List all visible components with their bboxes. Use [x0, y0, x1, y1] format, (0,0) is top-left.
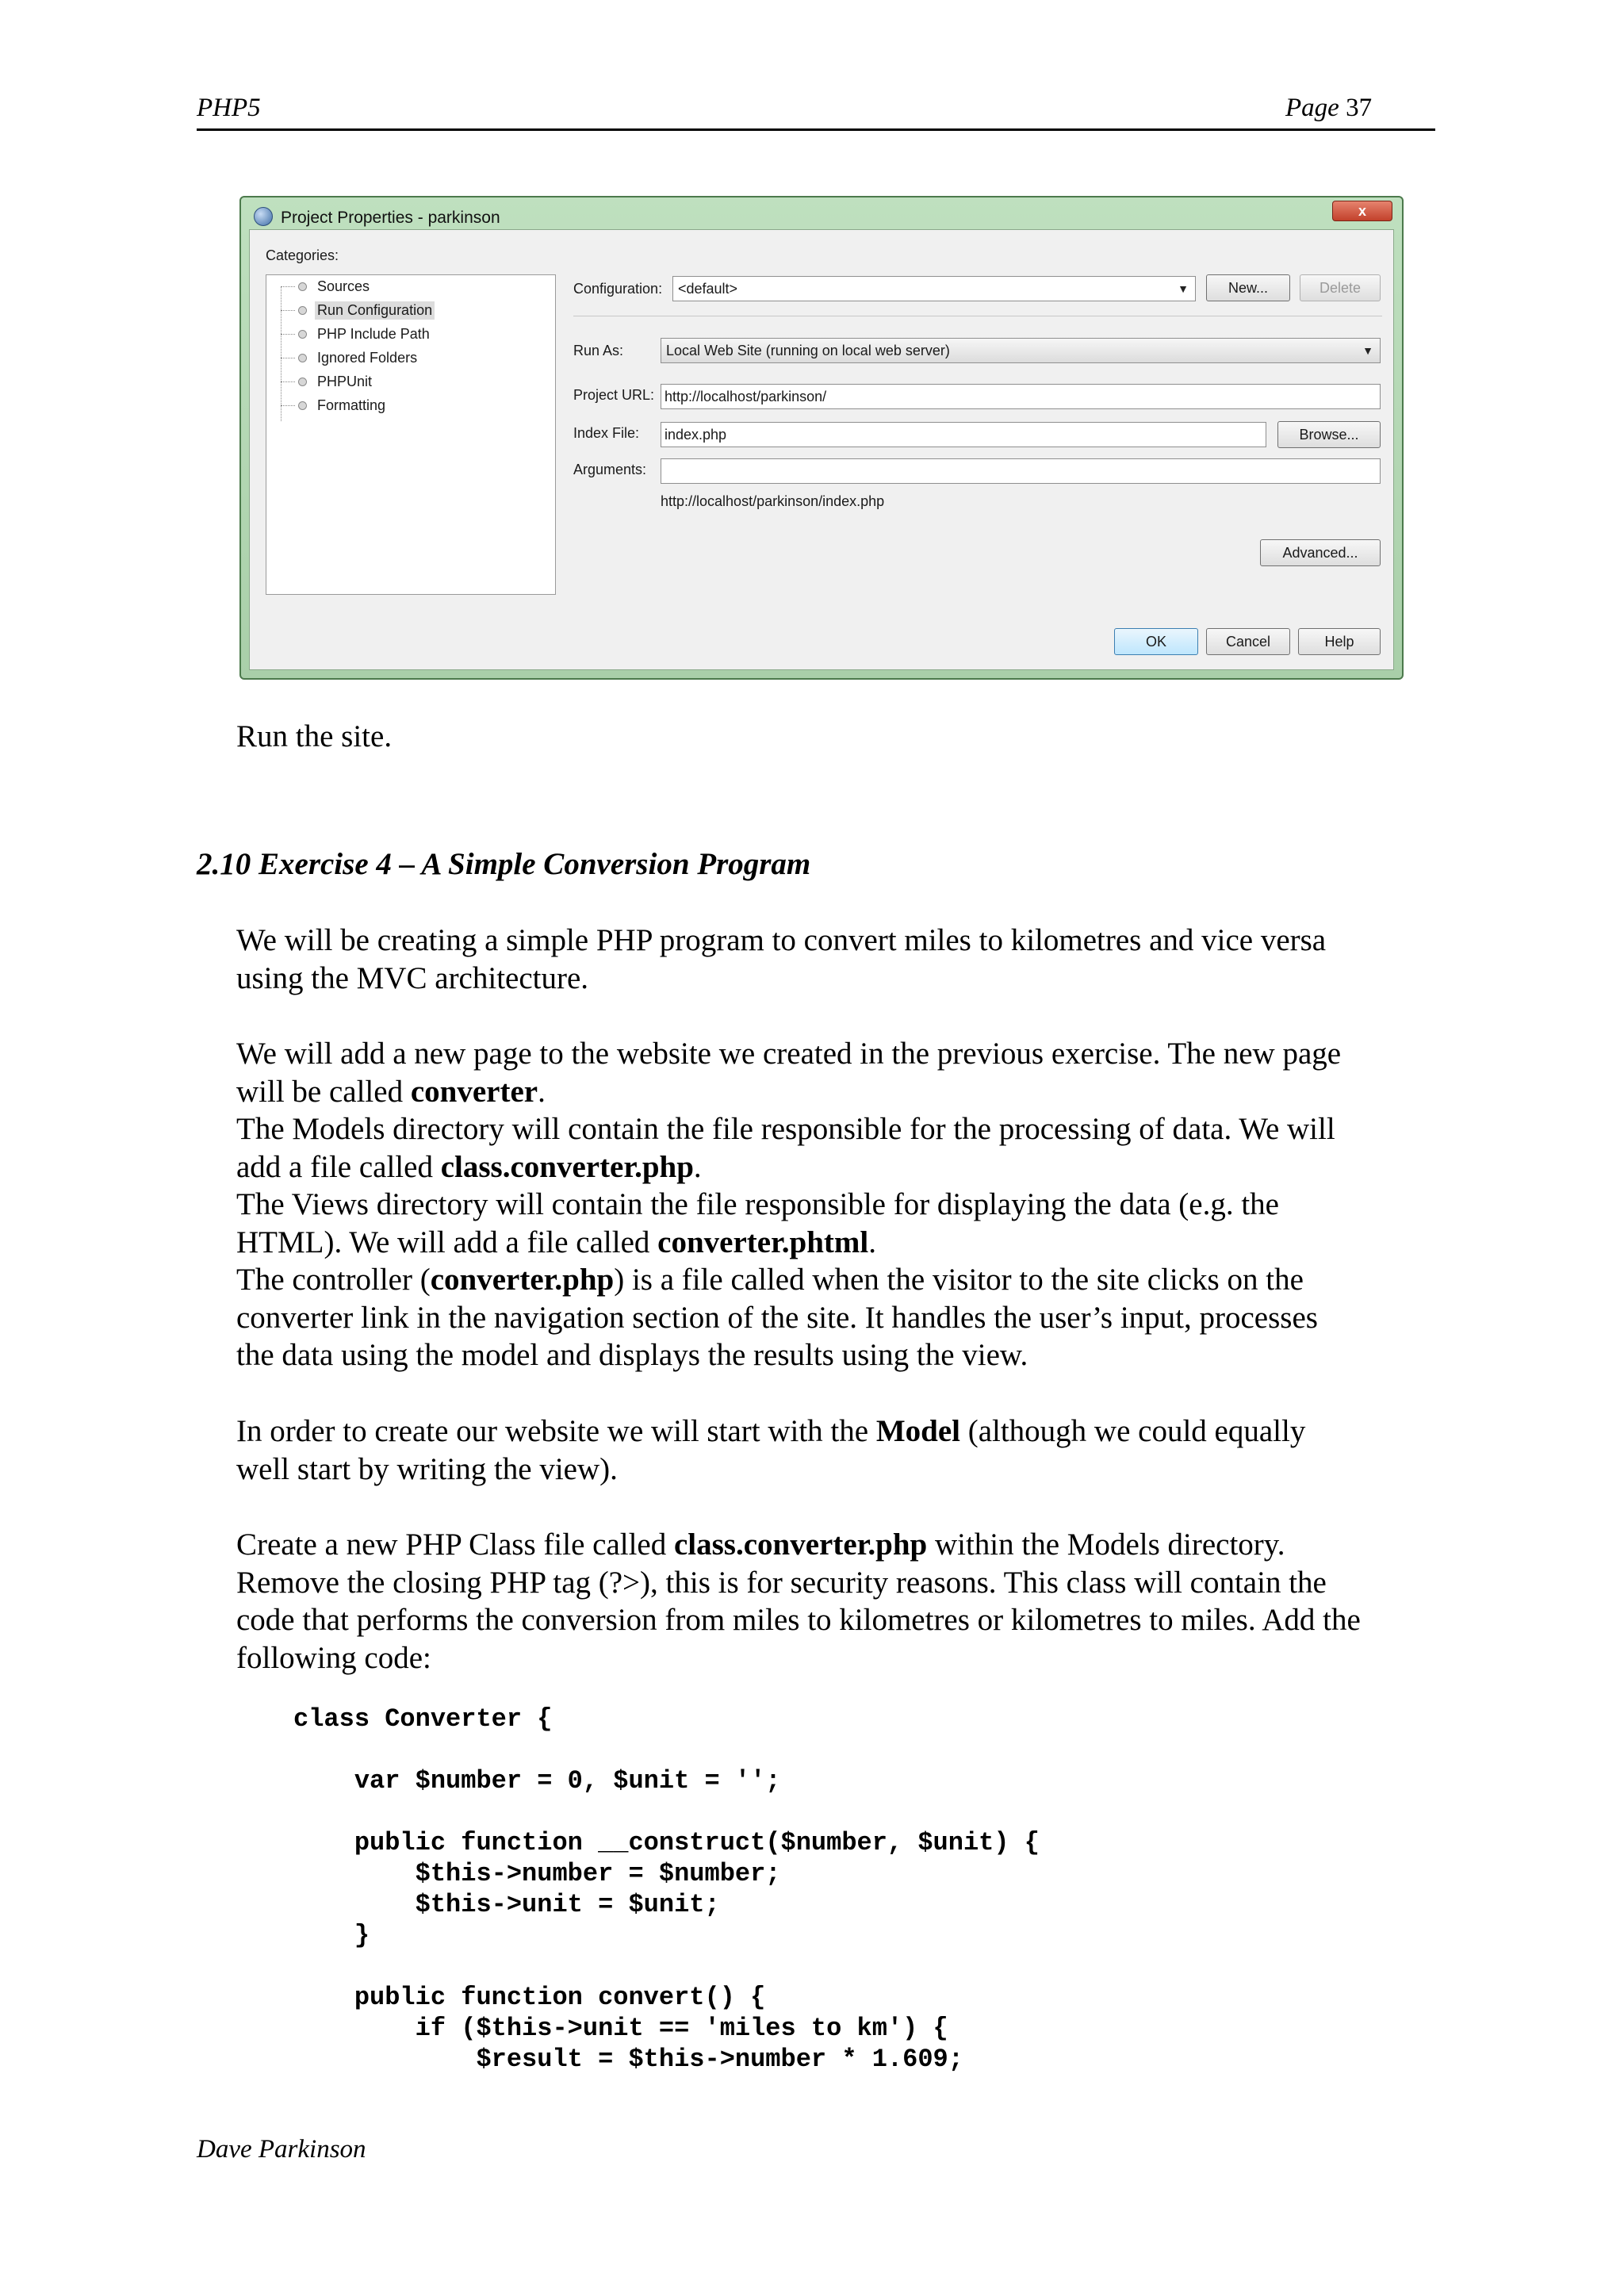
project-url-input[interactable]: http://localhost/parkinson/	[661, 384, 1381, 409]
text-line: the data using the model and displays the results using the view.	[236, 1338, 1028, 1372]
categories-label: Categories:	[266, 247, 339, 263]
arguments-input[interactable]	[661, 458, 1381, 484]
category-label: Formatting	[317, 397, 386, 413]
header-title: PHP5	[197, 94, 261, 122]
close-icon[interactable]: x	[1332, 201, 1392, 221]
text-span: add a file called	[236, 1149, 441, 1184]
category-php-include-path[interactable]	[281, 323, 432, 345]
run-as-select[interactable]	[661, 338, 1381, 363]
intro-paragraph	[236, 922, 1326, 997]
run-the-site-text: Run the site.	[236, 719, 393, 753]
text-line	[236, 1073, 1341, 1111]
text-span: .	[868, 1225, 876, 1259]
tree-branch	[281, 381, 295, 382]
category-phpunit[interactable]	[281, 370, 374, 393]
dialog-title: Project Properties - parkinson	[281, 209, 500, 227]
category-label: Sources	[317, 278, 370, 294]
text-span: within the Models directory.	[927, 1527, 1285, 1562]
arguments-label: Arguments:	[573, 462, 647, 477]
header-rule	[197, 128, 1435, 131]
tree-branch	[281, 334, 295, 335]
page-number: 37	[1346, 94, 1373, 122]
text-line	[236, 1224, 1341, 1262]
text-line: following code:	[236, 1640, 431, 1675]
chevron-down-icon: ▼	[1362, 344, 1373, 357]
text-line: Remove the closing PHP tag (?>), this is for security reasons. This class will contain the	[236, 1565, 1327, 1600]
url-preview: http://localhost/parkinson/index.php	[661, 493, 885, 509]
category-formatting[interactable]	[281, 394, 388, 416]
category-label: PHPUnit	[317, 373, 373, 389]
node-bullet-icon	[298, 378, 307, 386]
text-line: code that performs the conversion from miles to kilometres or kilometres to miles. Add the	[236, 1603, 1361, 1637]
bold-term: converter.php	[430, 1263, 615, 1297]
text-line	[236, 1261, 1341, 1299]
categories-tree[interactable]	[266, 274, 556, 595]
cancel-button[interactable]: Cancel	[1206, 628, 1290, 655]
text-line: The Views directory will contain the file responsible for displaying the data (e.g. the	[236, 1187, 1279, 1221]
configuration-label: Configuration:	[573, 281, 663, 297]
text-span: In order to create our website we will start with the	[236, 1414, 876, 1448]
page-label: Page	[1285, 94, 1339, 122]
node-bullet-icon	[298, 354, 307, 362]
tree-branch	[281, 286, 295, 287]
category-sources[interactable]	[281, 275, 372, 297]
node-bullet-icon	[298, 282, 307, 291]
model-paragraph	[236, 1412, 1305, 1488]
node-bullet-icon	[298, 306, 307, 315]
footer-author: Dave Parkinson	[197, 2135, 366, 2164]
section-heading: 2.10 Exercise 4 – A Simple Conversion Program	[197, 847, 811, 881]
project-url-label: Project URL:	[573, 387, 655, 403]
category-label: PHP Include Path	[317, 325, 430, 342]
text-line	[236, 1526, 1361, 1564]
category-ignored-folders[interactable]	[281, 347, 419, 369]
bold-term: converter.phtml	[657, 1225, 869, 1259]
text-span: .	[693, 1149, 702, 1184]
chevron-down-icon: ▼	[1178, 282, 1189, 295]
ok-button[interactable]: OK	[1114, 628, 1198, 655]
text-line: We will add a new page to the website we created in the previous exercise. The new page	[236, 1037, 1342, 1071]
category-label: Run Configuration	[315, 301, 435, 320]
index-file-label: Index File:	[573, 425, 640, 441]
browse-button[interactable]: Browse...	[1277, 421, 1381, 448]
new-configuration-button[interactable]: New...	[1206, 274, 1290, 301]
text-line: well start by writing the view).	[236, 1451, 618, 1486]
text-span: ) is a file called when the visitor to the site clicks on the	[614, 1263, 1304, 1297]
bold-term: Model	[875, 1414, 960, 1448]
text-line	[236, 1148, 1341, 1186]
bold-term: class.converter.php	[673, 1527, 928, 1562]
text-span: HTML). We will add a file called	[236, 1225, 658, 1259]
bold-term: class.converter.php	[440, 1149, 694, 1184]
text-span: Create a new PHP Class file called	[236, 1527, 674, 1562]
category-run-configuration[interactable]	[281, 299, 435, 321]
bold-term: converter	[410, 1074, 538, 1109]
category-label: Ignored Folders	[317, 349, 418, 366]
text-line	[236, 1412, 1305, 1451]
tree-branch	[281, 405, 295, 406]
index-file-input[interactable]: index.php	[661, 422, 1266, 447]
help-button[interactable]: Help	[1298, 628, 1381, 655]
text-line: The Models directory will contain the file responsible for the processing of data. We will	[236, 1112, 1335, 1146]
text-line: using the MVC architecture.	[236, 960, 589, 995]
tree-branch	[281, 310, 295, 311]
advanced-button[interactable]: Advanced...	[1260, 539, 1381, 566]
text-span: The controller (	[236, 1263, 431, 1297]
configuration-select[interactable]	[672, 276, 1196, 301]
header-page-number	[1285, 94, 1372, 123]
netbeans-app-icon	[254, 207, 273, 226]
files-paragraph	[236, 1035, 1341, 1374]
text-span: (although we could equally	[959, 1414, 1306, 1448]
run-as-value: Local Web Site (running on local web server)	[666, 343, 950, 358]
configuration-value: <default>	[678, 281, 738, 297]
text-line: converter link in the navigation section of the site. It handles the user’s input, processes	[236, 1300, 1318, 1335]
class-file-paragraph	[236, 1526, 1361, 1677]
node-bullet-icon	[298, 401, 307, 410]
text-span: .	[538, 1074, 546, 1109]
delete-configuration-button[interactable]: Delete	[1300, 274, 1381, 301]
dialog-body	[249, 229, 1394, 670]
text-span: will be called	[236, 1074, 411, 1109]
run-as-label: Run As:	[573, 343, 624, 358]
project-properties-dialog	[239, 196, 1404, 680]
node-bullet-icon	[298, 330, 307, 339]
text-line: We will be creating a simple PHP program to convert miles to kilometres and vice versa	[236, 923, 1327, 957]
code-listing: class Converter { var $number = 0, $unit = ''; public function __construct($number, $unit) { $this->number = $number; $this->unit = $unit; } public function convert() { if ($this->unit == 'miles to km') { $result = $this->number * 1.609;	[293, 1704, 1040, 2074]
